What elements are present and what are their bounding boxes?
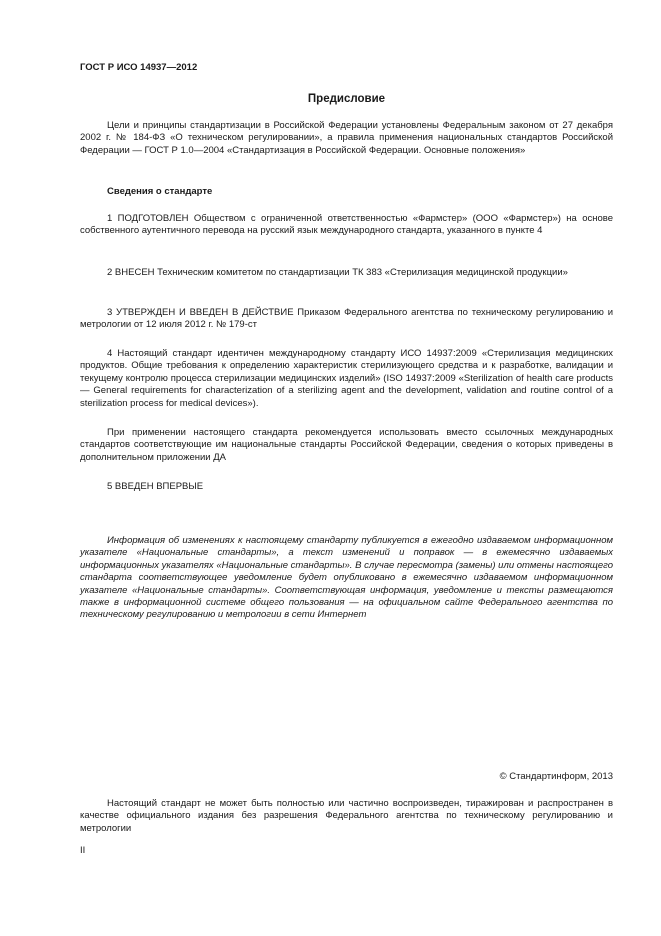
item-5: 5 ВВЕДЕН ВПЕРВЫЕ <box>107 481 204 492</box>
standard-header: ГОСТ Р ИСО 14937—2012 <box>80 62 198 73</box>
item-4: 4 Настоящий стандарт идентичен международному стандарту ИСО 14937:2009 «Стерилизация медицинских продуктов. Общие требования к определению характеристик стерилизующего средства и к разработке, валидации и текущему контролю процесса стерилизации медицинских изделий» (ISO 14937:2009 «Sterilization of health care products — General requirements for characterization of a sterilizing agent and the development, validation and routine control of a sterilization process for medical devices»). <box>80 348 613 409</box>
item-3: 3 УТВЕРЖДЕН И ВВЕДЕН В ДЕЙСТВИЕ Приказом Федерального агентства по техническому регулированию и метрологии от 12 июля 2012 г. № 179-ст <box>80 307 613 331</box>
info-heading: Сведения о стандарте <box>107 186 213 197</box>
intro-paragraph: Цели и принципы стандартизации в Российской Федерации установлены Федеральным законом от 27 декабря 2002 г. № 184-ФЗ «О техническом регулировании», а правила применения национальных стандартов Российской Федерации — ГОСТ Р 1.0—2004 «Стандартизация в Российской Федерации. Основные положения» <box>80 120 613 156</box>
item-2: 2 ВНЕСЕН Техническим комитетом по стандартизации ТК 383 «Стерилизация медицинской продукции» <box>107 267 568 278</box>
change-notice: Информация об изменениях к настоящему стандарту публикуется в ежегодно издаваемом информационном указателе «Национальные стандарты», а текст изменений и поправок — в ежемесячно издаваемых информационных указателях «Национальные стандарты». В случае пересмотра (замены) или отмены настоящего стандарта соответствующее уведомление будет опубликовано в ежемесячно издаваемом информационном указателе «Национальные стандарты». Соответствующая информация, уведомление и тексты размещаются также в информационной системе общего пользования — на официальном сайте Федерального агентства по техническому регулированию и метрологии в сети Интернет <box>80 535 613 621</box>
item-4-note: При применении настоящего стандарта рекомендуется использовать вместо ссылочных международных стандартов соответствующие им национальные стандарты Российской Федерации, сведения о которых приведены в дополнительном приложении ДА <box>80 427 613 463</box>
item-1: 1 ПОДГОТОВЛЕН Обществом с ограниченной ответственностью «Фармстер» (ООО «Фармстер») на основе собственного аутентичного перевода на русский язык международного стандарта, указанного в пункте 4 <box>80 213 613 237</box>
page-title: Предисловие <box>307 93 386 105</box>
page-number: II <box>80 845 86 856</box>
reproduction-notice: Настоящий стандарт не может быть полностью или частично воспроизведен, тиражирован и распространен в качестве официального издания без разрешения Федерального агентства по техническому регулированию и метрологии <box>80 798 613 834</box>
copyright-line: © Стандартинформ, 2013 <box>499 771 613 782</box>
